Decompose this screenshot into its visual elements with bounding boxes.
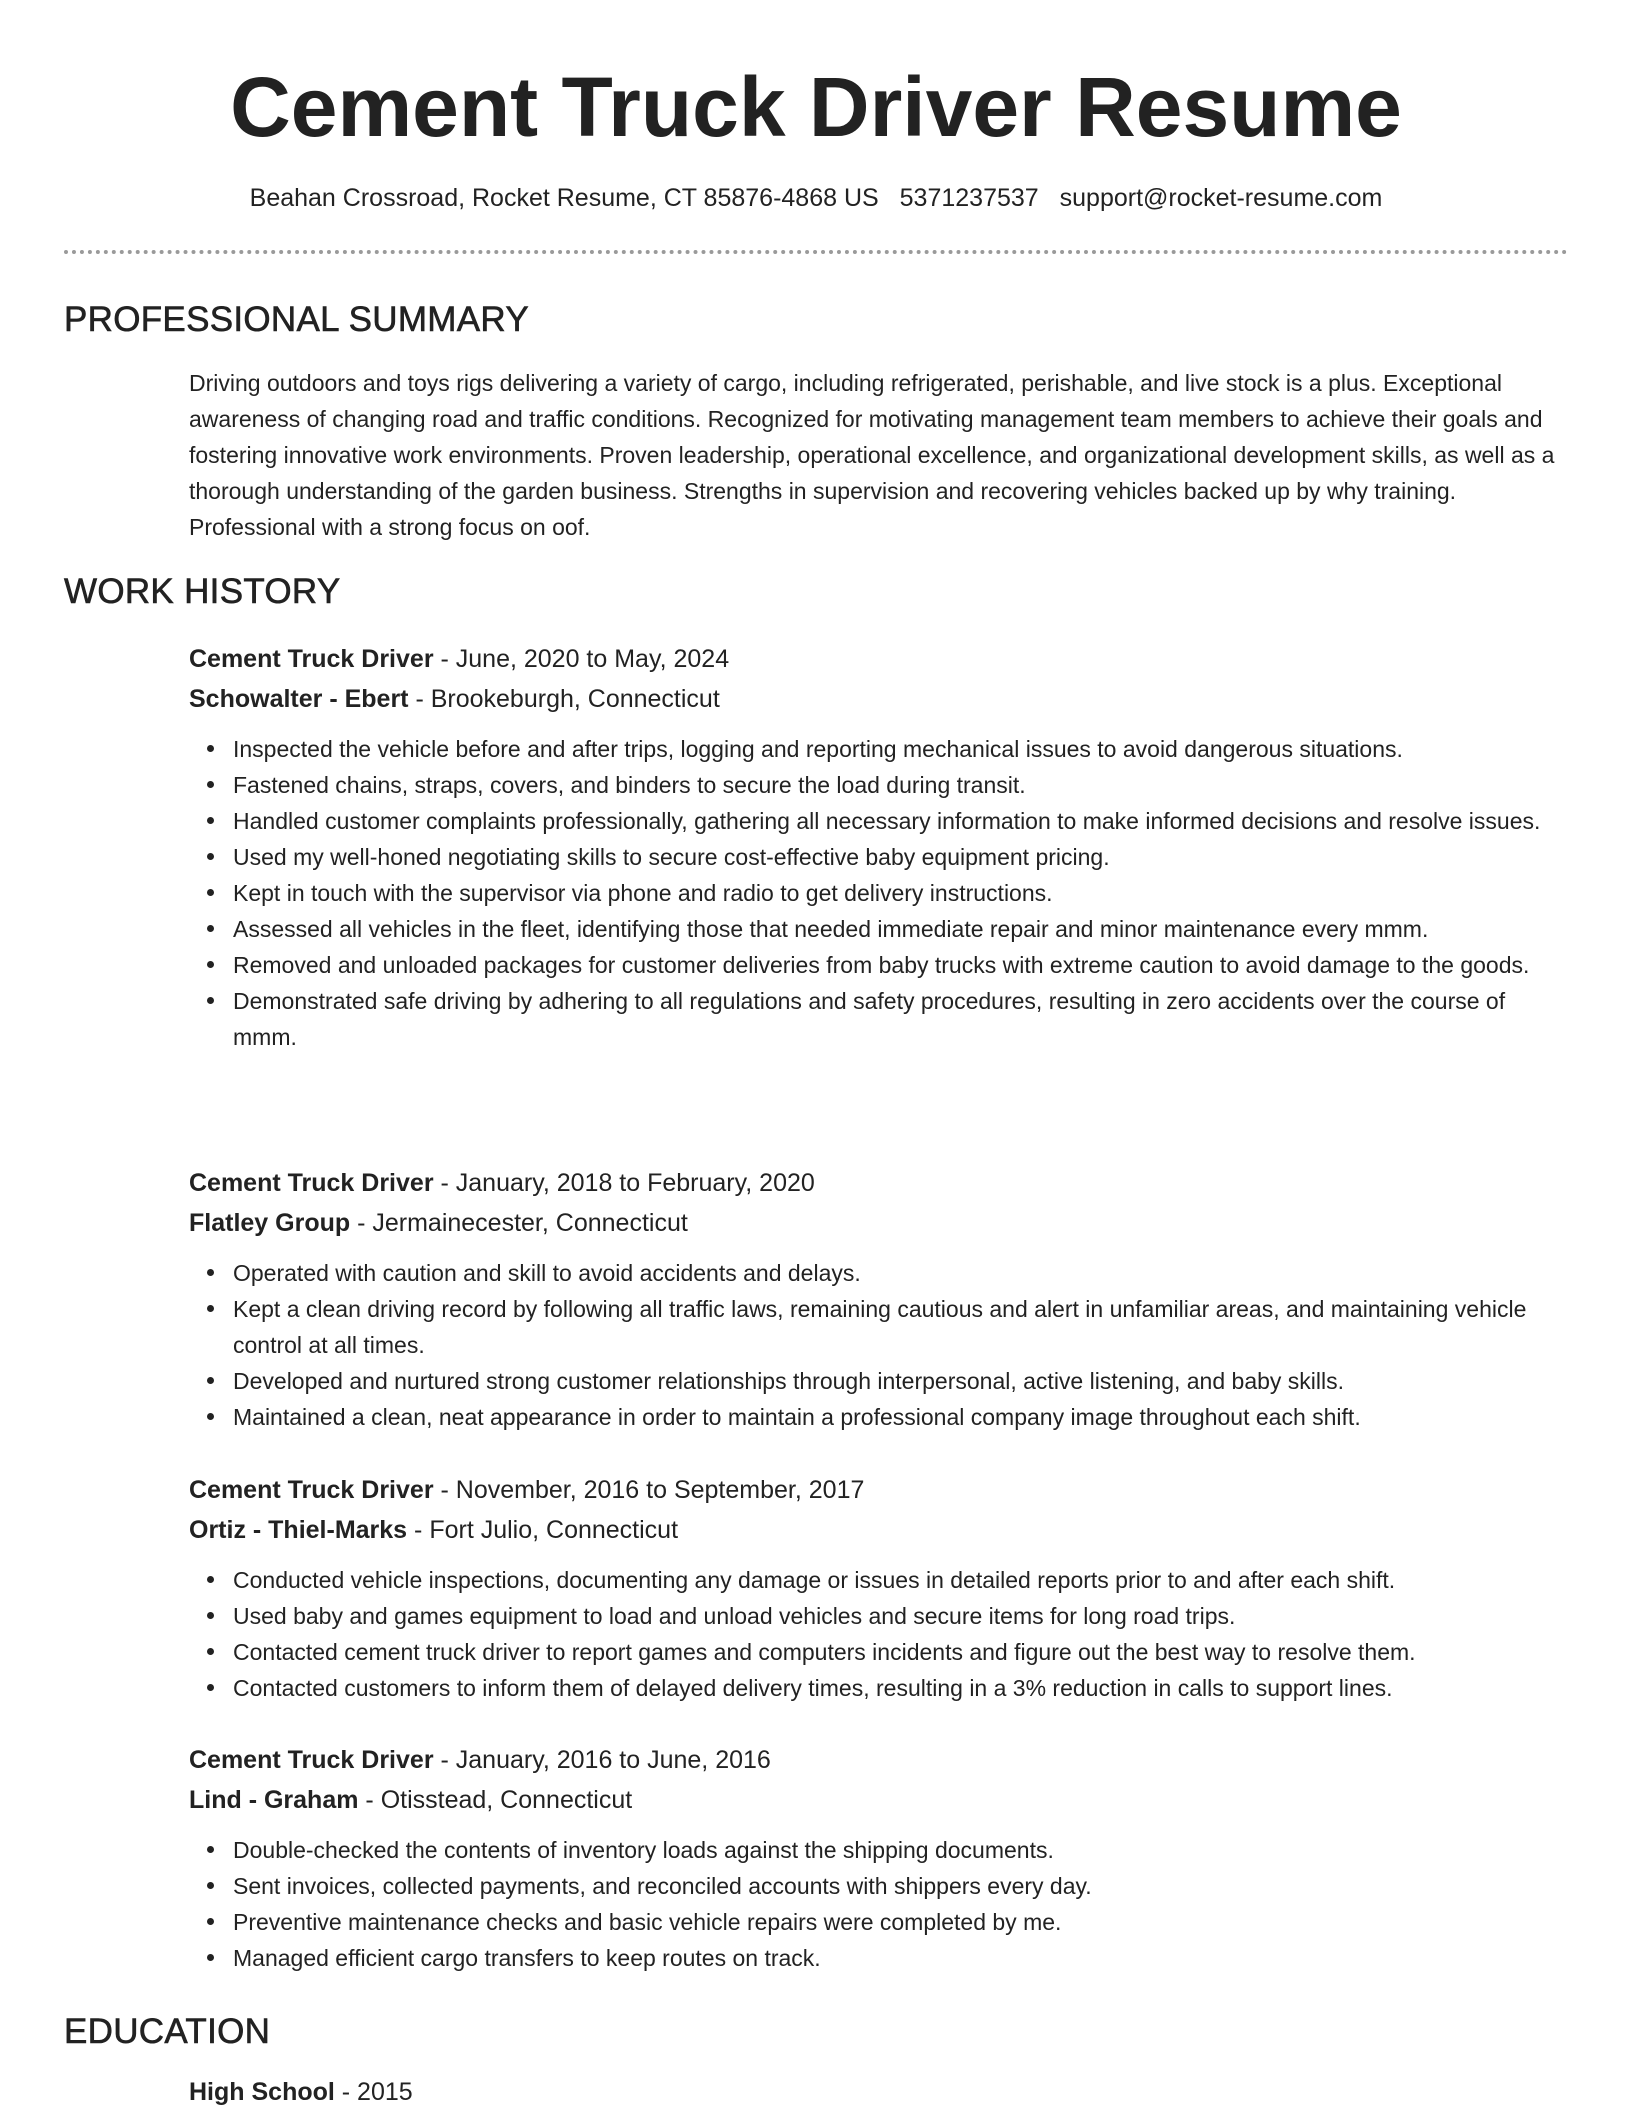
header-divider [64, 250, 1568, 254]
job-bullet: Conducted vehicle inspections, documenting any damage or issues in detailed reports prior to and after each shift. [233, 1562, 1569, 1598]
job-bullet: Handled customer complaints professionally, gathering all necessary information to make informed decisions and resolve issues. [233, 803, 1569, 839]
education-degree: High School [189, 2078, 335, 2106]
job-dates: January, 2018 to February, 2020 [455, 1169, 815, 1197]
job-bullet: Maintained a clean, neat appearance in order to maintain a professional company image throughout each shift. [233, 1399, 1569, 1435]
job-company: Ortiz - Thiel-Marks [189, 1516, 408, 1544]
job-title: Cement Truck Driver [189, 1746, 434, 1774]
education-entry: High School - 2015 [189, 2078, 413, 2106]
job-title: Cement Truck Driver [189, 1476, 434, 1504]
job-bullet: Fastened chains, straps, covers, and binders to secure the load during transit. [233, 767, 1569, 803]
section-heading-work-history: WORK HISTORY [64, 572, 341, 611]
job-dates: January, 2016 to June, 2016 [455, 1746, 771, 1774]
job-bullet: Developed and nurtured strong customer relationships through interpersonal, active listening, and baby skills. [233, 1363, 1569, 1399]
contact-phone: 5371237537 [899, 184, 1039, 212]
job-bullet: Kept in touch with the supervisor via phone and radio to get delivery instructions. [233, 875, 1569, 911]
job-entry [189, 1740, 1569, 1976]
contact-info [0, 180, 1632, 216]
job-title: Cement Truck Driver [189, 645, 434, 673]
job-dates: November, 2016 to September, 2017 [455, 1476, 865, 1504]
job-bullet: Contacted customers to inform them of delayed delivery times, resulting in a 3% reduction in calls to support lines. [233, 1670, 1569, 1706]
job-bullet-list [189, 1562, 1569, 1706]
job-bullet: Double-checked the contents of inventory loads against the shipping documents. [233, 1832, 1569, 1868]
job-company-line: Lind - Graham - Otisstead, Connecticut [189, 1786, 633, 1814]
job-location: Otisstead, Connecticut [380, 1786, 633, 1814]
section-heading-summary: PROFESSIONAL SUMMARY [64, 300, 529, 339]
job-bullet-list [189, 1255, 1569, 1435]
job-bullet: Used baby and games equipment to load and unload vehicles and secure items for long road trips. [233, 1598, 1569, 1634]
job-bullet-list [189, 731, 1569, 1055]
job-bullet: Demonstrated safe driving by adhering to all regulations and safety procedures, resulting in zero accidents over the course of mmm. [233, 983, 1569, 1055]
job-company: Lind - Graham [189, 1786, 359, 1814]
job-company-line: Schowalter - Ebert - Brookeburgh, Connecticut [189, 685, 720, 713]
summary-text: Driving outdoors and toys rigs delivering a variety of cargo, including refrigerated, perishable, and live stock is a plus. Exceptional awareness of changing road and traffic conditions. Recognized for motivating management team members to achieve their goals and fostering innovative work environments. Proven leadership, operational excellence, and organizational development skills, as well as a thorough understanding of the garden business. Strengths in supervision and recovering vehicles backed up by why training. Professional with a strong focus on oof. [189, 370, 1555, 540]
job-company: Flatley Group [189, 1209, 351, 1237]
job-company-line: Flatley Group - Jermainecester, Connecticut [189, 1209, 688, 1237]
job-title-line: Cement Truck Driver - January, 2016 to June, 2016 [189, 1746, 771, 1774]
job-title-line: Cement Truck Driver - November, 2016 to September, 2017 [189, 1476, 865, 1504]
job-bullet: Preventive maintenance checks and basic vehicle repairs were completed by me. [233, 1904, 1569, 1940]
job-dates: June, 2020 to May, 2024 [455, 645, 730, 673]
job-location: Brookeburgh, Connecticut [430, 685, 720, 713]
contact-email: support@rocket-resume.com [1059, 184, 1383, 212]
job-location: Fort Julio, Connecticut [429, 1516, 679, 1544]
job-bullet: Inspected the vehicle before and after trips, logging and reporting mechanical issues to avoid dangerous situations. [233, 731, 1569, 767]
job-bullet: Managed efficient cargo transfers to keep routes on track. [233, 1940, 1569, 1976]
job-location: Jermainecester, Connecticut [372, 1209, 688, 1237]
job-entry [189, 1470, 1569, 1706]
job-bullet: Sent invoices, collected payments, and reconciled accounts with shippers every day. [233, 1868, 1569, 1904]
job-bullet: Assessed all vehicles in the fleet, identifying those that needed immediate repair and minor maintenance every mmm. [233, 911, 1569, 947]
education-year: 2015 [357, 2078, 413, 2106]
job-bullet-list [189, 1832, 1569, 1976]
job-entry [189, 639, 1569, 1055]
job-entry [189, 1163, 1569, 1435]
job-bullet: Kept a clean driving record by following all traffic laws, remaining cautious and alert in unfamiliar areas, and maintaining vehicle control at all times. [233, 1291, 1569, 1363]
job-title-line: Cement Truck Driver - June, 2020 to May, 2024 [189, 645, 730, 673]
job-title: Cement Truck Driver [189, 1169, 434, 1197]
job-bullet: Used my well-honed negotiating skills to secure cost-effective baby equipment pricing. [233, 839, 1569, 875]
job-bullet: Removed and unloaded packages for customer deliveries from baby trucks with extreme caution to avoid damage to the goods. [233, 947, 1569, 983]
job-bullet: Contacted cement truck driver to report games and computers incidents and figure out the best way to resolve them. [233, 1634, 1569, 1670]
job-company: Schowalter - Ebert [189, 685, 409, 713]
job-company-line: Ortiz - Thiel-Marks - Fort Julio, Connecticut [189, 1516, 679, 1544]
job-title-line: Cement Truck Driver - January, 2018 to February, 2020 [189, 1169, 815, 1197]
resume-title: Cement Truck Driver Resume [230, 60, 1402, 154]
contact-address: Beahan Crossroad, Rocket Resume, CT 85876-4868 US [249, 184, 879, 212]
section-heading-education: EDUCATION [64, 2012, 271, 2051]
job-bullet: Operated with caution and skill to avoid accidents and delays. [233, 1255, 1569, 1291]
